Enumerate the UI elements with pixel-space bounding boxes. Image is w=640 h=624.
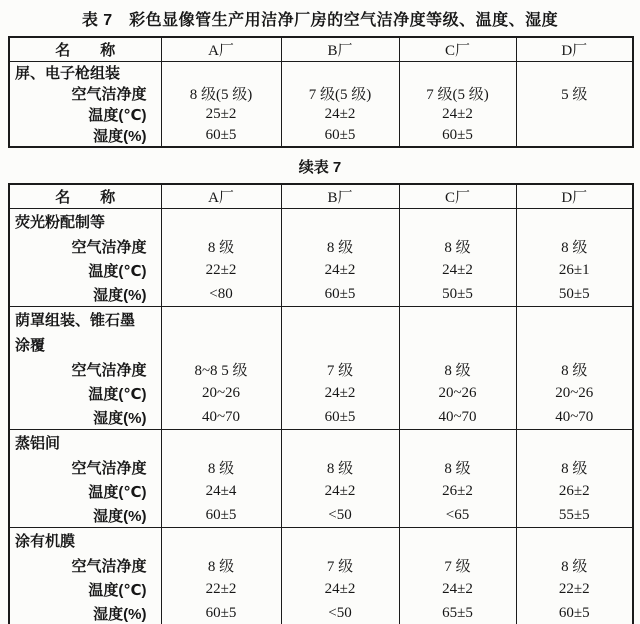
cell: 50±5	[516, 282, 633, 307]
section-label: 屏、电子枪组装	[9, 62, 161, 84]
section-phosphor-preparation	[9, 209, 633, 307]
row-label: 湿度(%)	[93, 605, 147, 623]
cell: 60±5	[399, 125, 516, 147]
cell: 8 级	[399, 357, 516, 381]
cell: 40~70	[161, 405, 281, 430]
empty-cell	[161, 307, 281, 333]
row-label: 空气洁净度	[71, 459, 147, 477]
section-screen-gun-assembly	[9, 62, 633, 148]
cleanliness-row	[9, 357, 633, 381]
humidity-row	[9, 503, 633, 528]
cell: 8 级	[516, 234, 633, 258]
cleanliness-row	[9, 455, 633, 479]
cell: 8 级	[399, 234, 516, 258]
humidity-row	[9, 282, 633, 307]
row-label: 空气洁净度	[71, 86, 147, 103]
cell: 26±2	[399, 479, 516, 503]
humidity-row	[9, 405, 633, 430]
cell: 20~26	[161, 381, 281, 405]
empty-cell	[281, 528, 399, 554]
empty-cell	[399, 209, 516, 235]
section-label-row	[9, 528, 633, 554]
row-label: 空气洁净度	[71, 361, 147, 379]
cell: 60±5	[516, 601, 633, 624]
cell: <50	[281, 503, 399, 528]
temperature-row	[9, 381, 633, 405]
section-label-row	[9, 62, 633, 84]
row-label: 温度(℃)	[88, 385, 147, 403]
empty-cell	[516, 62, 633, 84]
row-label: 湿度(%)	[93, 286, 147, 304]
cell: 8 级	[516, 553, 633, 577]
row-label: 湿度(%)	[93, 128, 147, 145]
row-label: 温度(℃)	[88, 262, 147, 280]
cell: 60±5	[161, 125, 281, 147]
cell: 8 级(5 级)	[161, 83, 281, 104]
cell: 8 级	[281, 234, 399, 258]
temperature-row	[9, 104, 633, 125]
empty-cell	[161, 209, 281, 235]
cell: 65±5	[399, 601, 516, 624]
empty-cell	[161, 332, 281, 357]
header-row	[9, 37, 633, 62]
col-header-factory-a: A厂	[161, 37, 281, 62]
cell: 8 级	[161, 553, 281, 577]
empty-cell	[281, 307, 399, 333]
cell: 24±2	[399, 258, 516, 282]
section-organic-film-coating	[9, 528, 633, 624]
cell: 7 级	[281, 553, 399, 577]
section-label: 荧光粉配制等	[9, 209, 161, 235]
temperature-row	[9, 577, 633, 601]
empty-cell	[281, 62, 399, 84]
header-row	[9, 184, 633, 209]
temperature-row	[9, 258, 633, 282]
cell: 22±2	[516, 577, 633, 601]
row-label: 温度(℃)	[88, 107, 147, 124]
col-header-factory-a: A厂	[161, 184, 281, 209]
section-label-row	[9, 209, 633, 235]
cell: 8 级	[281, 455, 399, 479]
cell: 8 级	[516, 455, 633, 479]
section-label-line2: 涂覆	[15, 337, 46, 354]
cell: 24±2	[281, 258, 399, 282]
cell: <65	[399, 503, 516, 528]
col-header-name: 名 称	[9, 37, 161, 62]
empty-cell	[516, 528, 633, 554]
empty-cell	[516, 209, 633, 235]
cell: 7 级	[399, 553, 516, 577]
cell: 60±5	[281, 125, 399, 147]
row-label: 湿度(%)	[93, 409, 147, 427]
cell: 25±2	[161, 104, 281, 125]
col-header-name: 名 称	[9, 184, 161, 209]
cell: 5 级	[516, 83, 633, 104]
cell: 40~70	[399, 405, 516, 430]
section-label-row	[9, 307, 633, 333]
cell	[516, 104, 633, 125]
empty-cell	[281, 332, 399, 357]
cell: 20~26	[399, 381, 516, 405]
cell: 8 级	[516, 357, 633, 381]
cleanliness-row	[9, 553, 633, 577]
cell: 24±2	[281, 479, 399, 503]
cell: 24±2	[281, 381, 399, 405]
cell: 7 级(5 级)	[399, 83, 516, 104]
cell: 50±5	[399, 282, 516, 307]
cleanliness-row	[9, 234, 633, 258]
table-7-main	[8, 36, 634, 148]
cell: 22±2	[161, 577, 281, 601]
row-label: 湿度(%)	[93, 507, 147, 525]
col-header-factory-b: B厂	[281, 184, 399, 209]
empty-cell	[281, 430, 399, 456]
cell: 60±5	[161, 503, 281, 528]
section-shadowmask-graphite-coating	[9, 307, 633, 430]
row-label: 空气洁净度	[71, 238, 147, 256]
cell: 8 级	[399, 455, 516, 479]
empty-cell	[516, 332, 633, 357]
empty-cell	[399, 332, 516, 357]
row-label: 温度(℃)	[88, 483, 147, 501]
cell: 8 级	[161, 234, 281, 258]
empty-cell	[281, 209, 399, 235]
cell: 60±5	[281, 282, 399, 307]
empty-cell	[399, 307, 516, 333]
cell: <50	[281, 601, 399, 624]
cell: <80	[161, 282, 281, 307]
cell: 60±5	[281, 405, 399, 430]
empty-cell	[399, 430, 516, 456]
cell	[516, 125, 633, 147]
cell: 26±2	[516, 479, 633, 503]
cell: 7 级(5 级)	[281, 83, 399, 104]
empty-cell	[161, 430, 281, 456]
cell: 40~70	[516, 405, 633, 430]
section-aluminizing-room	[9, 430, 633, 528]
empty-cell	[399, 62, 516, 84]
section-label: 蒸铝间	[9, 430, 161, 456]
section-label-row-2	[9, 332, 633, 357]
cell: 24±2	[399, 104, 516, 125]
cell: 22±2	[161, 258, 281, 282]
cell: 26±1	[516, 258, 633, 282]
cell: 24±2	[281, 577, 399, 601]
table-7-continuation	[8, 183, 634, 624]
cell: 24±2	[399, 577, 516, 601]
empty-cell	[161, 62, 281, 84]
cell: 24±4	[161, 479, 281, 503]
cell: 24±2	[281, 104, 399, 125]
col-header-factory-c: C厂	[399, 37, 516, 62]
cell: 8~8 5 级	[161, 357, 281, 381]
humidity-row	[9, 601, 633, 624]
col-header-factory-d: D厂	[516, 184, 633, 209]
empty-cell	[516, 307, 633, 333]
cell: 7 级	[281, 357, 399, 381]
empty-cell	[399, 528, 516, 554]
section-label: 涂有机膜	[9, 528, 161, 554]
cell: 60±5	[161, 601, 281, 624]
row-label: 温度(℃)	[88, 581, 147, 599]
cell: 55±5	[516, 503, 633, 528]
cell: 8 级	[161, 455, 281, 479]
empty-cell	[161, 528, 281, 554]
cleanliness-row	[9, 83, 633, 104]
section-label-line1: 荫罩组装、锥石墨	[9, 307, 161, 333]
table-7-title: 表 7 彩色显像管生产用洁净厂房的空气洁净度等级、温度、湿度	[81, 12, 559, 29]
empty-cell	[516, 430, 633, 456]
humidity-row	[9, 125, 633, 147]
row-label: 空气洁净度	[71, 557, 147, 575]
section-label-row	[9, 430, 633, 456]
col-header-factory-d: D厂	[516, 37, 633, 62]
col-header-factory-b: B厂	[281, 37, 399, 62]
continuation-title: 续表 7	[298, 159, 342, 176]
cell: 20~26	[516, 381, 633, 405]
col-header-factory-c: C厂	[399, 184, 516, 209]
temperature-row	[9, 479, 633, 503]
